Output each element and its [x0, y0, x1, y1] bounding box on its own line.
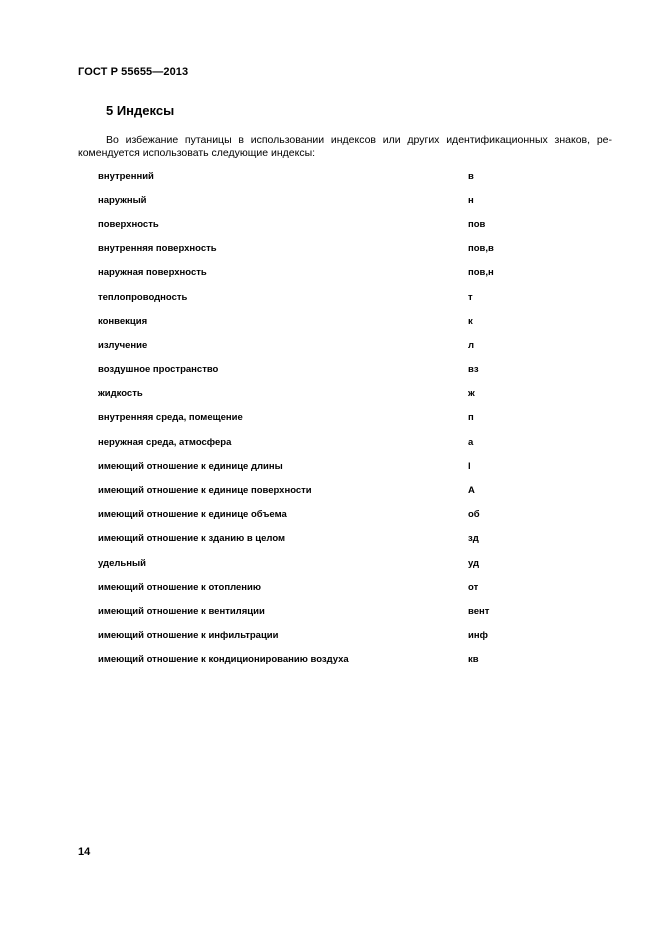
index-table	[98, 164, 518, 672]
index-row	[98, 551, 518, 575]
index-term: поверхность	[98, 218, 159, 230]
index-row	[98, 454, 518, 478]
index-term: теплопроводность	[98, 291, 188, 303]
index-row	[98, 285, 518, 309]
index-row	[98, 503, 518, 527]
index-table-body	[98, 164, 518, 672]
index-symbol: а	[468, 436, 474, 448]
index-row	[98, 261, 518, 285]
index-term: неружная среда, атмосфера	[98, 436, 232, 448]
index-symbol: А	[468, 485, 475, 497]
index-row	[98, 648, 518, 672]
index-row	[98, 406, 518, 430]
index-term: имеющий отношение к зданию в целом	[98, 533, 286, 545]
index-term: имеющий отношение к единице поверхности	[98, 485, 312, 497]
index-symbol: в	[468, 170, 474, 182]
index-row	[98, 309, 518, 333]
index-symbol: п	[468, 412, 474, 424]
document-header: ГОСТ Р 55655—2013	[78, 66, 189, 78]
index-term: жидкость	[98, 388, 143, 400]
index-row	[98, 333, 518, 357]
index-term: конвекция	[98, 315, 148, 327]
index-symbol: пов,в	[468, 243, 494, 255]
index-symbol: вент	[468, 605, 490, 617]
index-symbol: ж	[468, 388, 475, 400]
index-row	[98, 575, 518, 599]
index-row	[98, 237, 518, 261]
index-row	[98, 599, 518, 623]
index-row	[98, 478, 518, 502]
index-term: имеющий отношение к кондиционированию воздуха	[98, 654, 349, 666]
index-term: имеющий отношение к вентиляции	[98, 605, 265, 617]
index-symbol: уд	[468, 557, 480, 569]
index-row	[98, 358, 518, 382]
index-symbol: н	[468, 194, 474, 206]
index-symbol: l	[468, 460, 471, 472]
index-term: внутренний	[98, 170, 154, 182]
index-row	[98, 188, 518, 212]
index-term: имеющий отношение к единице объема	[98, 509, 287, 521]
index-term: удельный	[98, 557, 146, 569]
index-symbol: зд	[468, 533, 479, 545]
index-symbol: об	[468, 509, 480, 521]
index-term: излучение	[98, 339, 148, 351]
index-symbol: т	[468, 291, 473, 303]
index-symbol: л	[468, 339, 475, 351]
index-row	[98, 382, 518, 406]
index-term: внутренняя поверхность	[98, 243, 217, 255]
index-symbol: пов	[468, 218, 486, 230]
index-symbol: пов,н	[468, 267, 494, 279]
index-row	[98, 212, 518, 236]
index-row	[98, 164, 518, 188]
index-term: наружная поверхность	[98, 267, 207, 279]
index-term: имеющий отношение к инфильтрации	[98, 630, 279, 642]
index-symbol: к	[468, 315, 473, 327]
index-row	[98, 624, 518, 648]
index-term: имеющий отношение к отоплению	[98, 581, 261, 593]
index-symbol: кв	[468, 654, 479, 666]
page-number: 14	[78, 846, 91, 858]
index-term: воздушное пространство	[98, 364, 219, 376]
index-symbol: инф	[468, 630, 488, 642]
section-title: 5 Индексы	[106, 103, 175, 118]
section-intro: Во избежание путаницы в использовании индексов или других идентификационных знаков, ре-комендуется использовать следующие индексы:	[78, 134, 612, 159]
index-term: наружный	[98, 194, 147, 206]
index-row	[98, 527, 518, 551]
index-row	[98, 430, 518, 454]
index-term: имеющий отношение к единице длины	[98, 460, 283, 472]
index-symbol: вз	[468, 364, 479, 376]
index-term: внутренняя среда, помещение	[98, 412, 243, 424]
index-symbol: от	[468, 581, 479, 593]
